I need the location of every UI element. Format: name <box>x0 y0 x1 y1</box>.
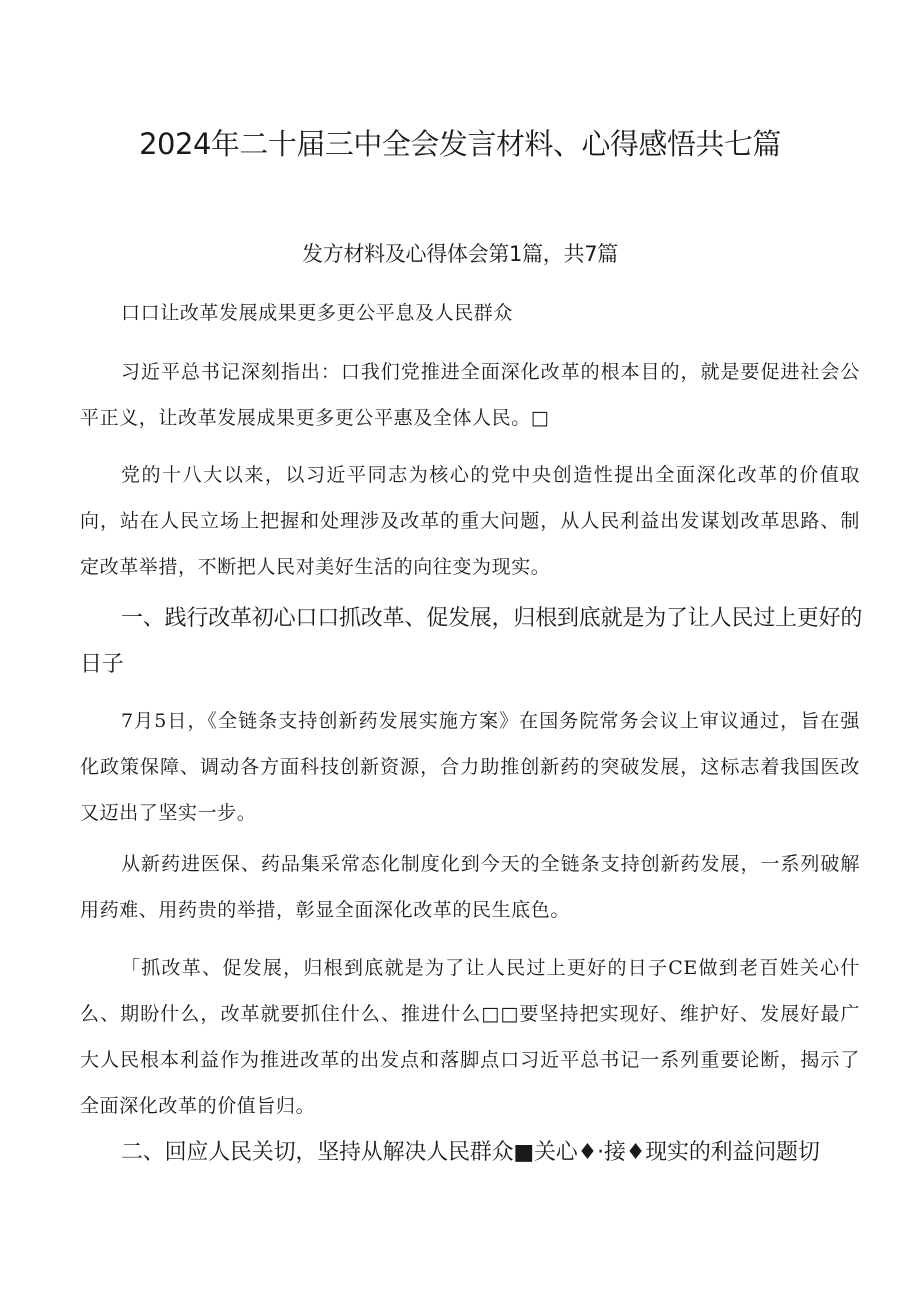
paragraph-section1-2: 从新药进医保、药品集采常态化制度化到今天的全链条支持创新药发展，一系列破解用药难、用药贵的举措，彰显全面深化改革的民生底色。 <box>80 853 860 921</box>
paragraph-section1-3: 「抓改革、促发展，归根到底就是为了让人民过上更好的日子CE做到老百姓关心什么、期盼什么，改革就要抓住什么、推进什么□□要坚持把实现好、维护好、发展好最广大人民根本利益作为推进改革的出发点和落脚点口习近平总书记一系列重要论断，揭示了全面深化改革的价值旨归。 <box>80 957 860 1117</box>
paragraph-section1-1: 7月5日，《全链条支持创新药发展实施方案》在国务院常务会议上审议通过，旨在强化政策保障、调动各方面科技创新资源，合力助推创新药的突破发展，这标志着我国医改又迈出了坚实一步。 <box>80 710 860 824</box>
section-heading-1: 一、践行改革初心口口抓改革、促发展，归根到底就是为了让人民过上更好的日子 <box>80 606 863 677</box>
section-heading-2: 二、回应人民关切，坚持从解决人民群众■关心♦·接♦现实的利益问题切 <box>121 1140 820 1165</box>
paragraph-intro: 党的十八大以来，以习近平同志为核心的党中央创造性提出全面深化改革的价值取向，站在人民立场上把握和处理涉及改革的重大问题，从人民利益出发谋划改革思路、制定改革举措，不断把人民对美好生活的向往变为现实。 <box>80 464 860 578</box>
paragraph-lead: 口口让改革发展成果更多更公平息及人民群众 <box>121 302 514 324</box>
paragraph-quote: 习近平总书记深刻指出：口我们党推进全面深化改革的根本目的，就是要促进社会公平正义，让改革发展成果更多更公平惠及全体人民。□ <box>80 361 860 429</box>
document-title: 2024年二十届三中全会发言材料、心得感悟共七篇 <box>139 127 781 161</box>
section-subtitle: 发方材料及心得体会第1篇，共7篇 <box>302 242 618 266</box>
